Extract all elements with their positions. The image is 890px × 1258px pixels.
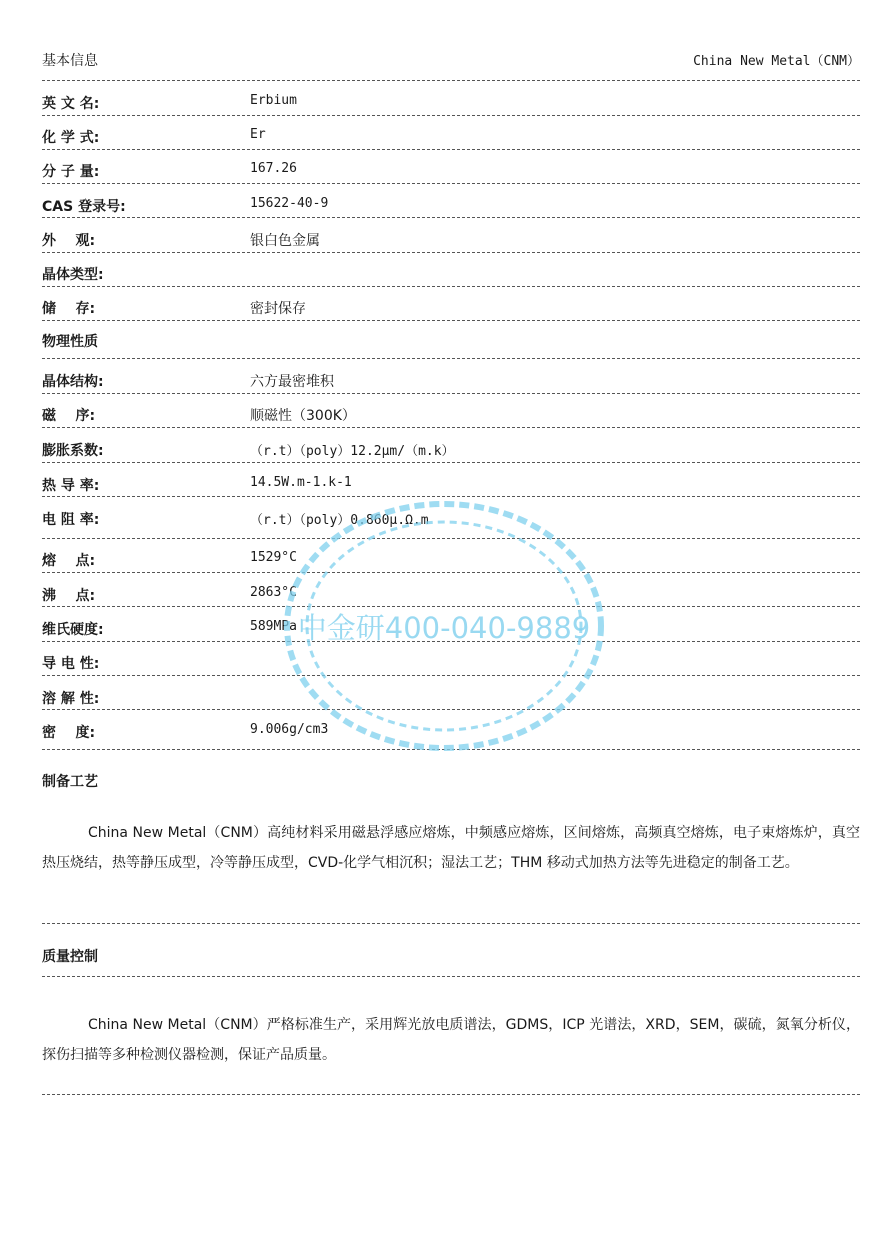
- divider: [42, 252, 860, 253]
- divider: [42, 320, 860, 321]
- row-label: 外 观:: [42, 233, 96, 249]
- preparation-paragraph: China New Metal（CNM）高纯材料采用磁悬浮感应熔炼，中频感应熔炼，区间熔炼，高频真空熔炼，电子束熔炼炉，真空热压烧结，热等静压成型，冷等静压成型，CVD-化学气相沉积；湿法工艺；THM 移动式加热方法等先进稳定的制备工艺。: [42, 825, 860, 871]
- row-label: 导 电 性:: [42, 656, 100, 672]
- row-value: 14.5W.m-1.k-1: [250, 475, 352, 490]
- row-value: （r.t）（poly）0.860μ.Ω.m: [250, 513, 429, 528]
- property-row-magnetic-order: [42, 405, 860, 429]
- row-value: 15622-40-9: [250, 196, 329, 211]
- divider: [42, 675, 860, 676]
- divider: [42, 115, 860, 116]
- divider: [42, 641, 860, 642]
- divider: [42, 427, 860, 428]
- property-row-crystal-structure: [42, 371, 860, 395]
- row-value: 六方最密堆积: [250, 374, 334, 390]
- row-value: Erbium: [250, 93, 297, 108]
- info-row-english-name: [42, 93, 860, 117]
- row-value: （r.t）（poly）12.2μm/（m.k）: [250, 444, 455, 459]
- row-label: 膨胀系数:: [42, 443, 104, 459]
- row-value: 2863°C: [250, 585, 297, 600]
- row-label: 沸 点:: [42, 588, 96, 604]
- section-title-preparation: 制备工艺: [42, 774, 98, 790]
- row-label: 晶体类型:: [42, 267, 104, 283]
- quality-paragraph: China New Metal（CNM）严格标准生产，采用辉光放电质谱法，GDMS，ICP 光谱法，XRD，SEM，碳硫，氮氧分析仪，探伤扫描等多种检测仪器检测，保证产品质量。: [42, 1017, 860, 1063]
- divider: [42, 286, 860, 287]
- header-company: China New Metal（CNM）: [693, 54, 860, 69]
- divider: [42, 217, 860, 218]
- row-value: 9.006g/cm3: [250, 722, 329, 737]
- info-row-appearance: [42, 230, 860, 254]
- row-label: 溶 解 性:: [42, 691, 100, 707]
- divider: [42, 1094, 860, 1095]
- row-value: 顺磁性（300K）: [250, 408, 356, 424]
- row-label: 晶体结构:: [42, 374, 104, 390]
- row-label: 密 度:: [42, 725, 96, 741]
- watermark-text: 中金研400-040-9889: [297, 611, 591, 645]
- divider: [42, 393, 860, 394]
- row-label: 磁 序:: [42, 408, 96, 424]
- row-label: CAS 登录号:: [42, 199, 126, 215]
- header-title: 基本信息: [42, 53, 98, 69]
- row-value: 银白色金属: [250, 233, 320, 249]
- property-row-expansion: [42, 440, 860, 464]
- row-label: 热 导 率:: [42, 478, 100, 494]
- section-title-quality: 质量控制: [42, 949, 98, 965]
- row-value: 167.26: [250, 161, 297, 176]
- page-header: [42, 50, 860, 72]
- divider: [42, 923, 860, 924]
- property-row-vickers-hardness: [42, 619, 860, 643]
- row-value: 密封保存: [250, 301, 306, 317]
- divider: [42, 496, 860, 497]
- row-label: 维氏硬度:: [42, 622, 104, 638]
- row-value: 1529°C: [250, 550, 297, 565]
- row-label: 电 阻 率:: [42, 512, 100, 528]
- section-title-physical: 物理性质: [42, 334, 98, 350]
- divider: [42, 749, 860, 750]
- row-label: 化 学 式:: [42, 130, 100, 146]
- info-row-formula: [42, 127, 860, 151]
- divider: [42, 183, 860, 184]
- divider: [42, 572, 860, 573]
- divider: [42, 149, 860, 150]
- divider: [42, 606, 860, 607]
- row-label: 储 存:: [42, 301, 96, 317]
- row-value: Er: [250, 127, 266, 142]
- row-label: 英 文 名:: [42, 96, 100, 112]
- info-row-crystal-type: [42, 264, 860, 288]
- divider: [42, 80, 860, 81]
- property-row-conductivity: [42, 653, 860, 677]
- divider: [42, 462, 860, 463]
- divider: [42, 709, 860, 710]
- row-value: 589MPa: [250, 619, 297, 634]
- row-label: 熔 点:: [42, 553, 96, 569]
- info-row-storage: [42, 298, 860, 322]
- divider: [42, 976, 860, 977]
- divider: [42, 538, 860, 539]
- row-label: 分 子 量:: [42, 164, 100, 180]
- info-row-molecular-weight: [42, 161, 860, 185]
- divider: [42, 358, 860, 359]
- property-row-density: [42, 722, 860, 746]
- property-row-resistivity: [42, 509, 860, 533]
- property-row-melting-point: [42, 550, 860, 574]
